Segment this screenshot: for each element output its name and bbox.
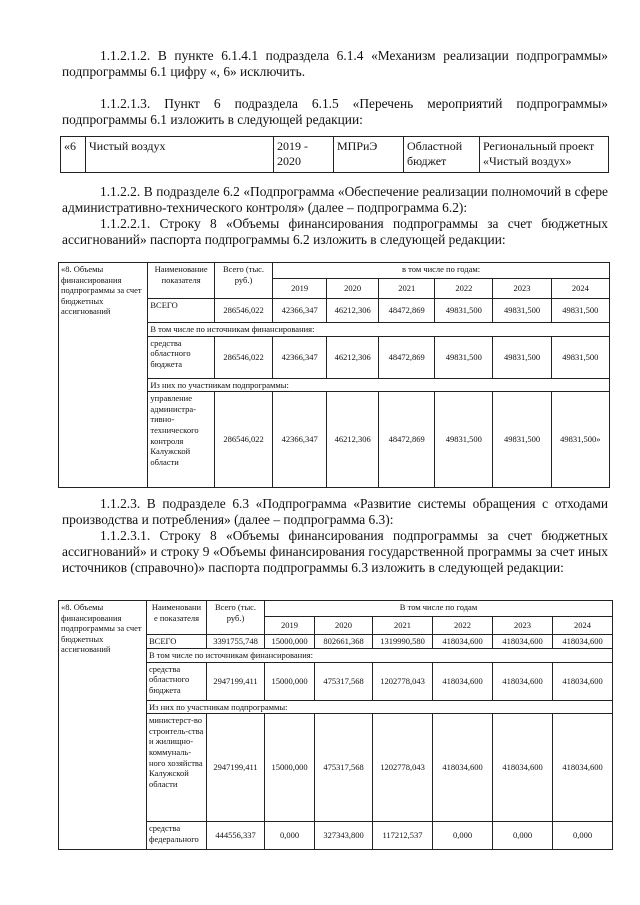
row-value: 802661,368 bbox=[315, 635, 373, 649]
paragraph-2: 1.1.2.1.3. Пункт 6 подраздела 6.1.5 «Перечень мероприятий подпрограммы» подпрограммы 6.1 изложить в следующей редакции: bbox=[62, 96, 608, 127]
row-value: 49831,500 bbox=[551, 299, 609, 323]
cell-source: Областной бюджет bbox=[404, 137, 480, 173]
paragraph-5: 1.1.2.3. В подразделе 6.3 «Подпрограмма «Развитие системы обращения с отходами производства и потребления» (далее – подпрограмма 6.3): bbox=[62, 496, 608, 527]
row-name: ВСЕГО bbox=[147, 635, 207, 649]
table-row bbox=[59, 601, 613, 617]
paragraph-3: 1.1.2.2. В подразделе 6.2 «Подпрограмма «Обеспечение реализации полномочий в сфере административно-технического контроля» (далее – подпрограмма 6.2): bbox=[62, 184, 608, 215]
cell-label: «8. Объемы финансирования подпрограммы за счет бюджетных ассигнований bbox=[59, 263, 148, 488]
paragraph-4: 1.1.2.2.1. Строку 8 «Объемы финансирования подпрограммы за счет бюджетных ассигнований» паспорта подпрограммы 6.2 изложить в следующей редакции: bbox=[62, 216, 608, 247]
row-total: 286546,022 bbox=[214, 299, 272, 323]
row-value: 42366,347 bbox=[273, 392, 327, 488]
year-header: 2019 bbox=[273, 279, 327, 299]
year-header: 2023 bbox=[493, 617, 553, 635]
row-value: 1202778,043 bbox=[373, 662, 433, 700]
row-name: средства областного бюджета bbox=[147, 662, 207, 700]
year-header: 2024 bbox=[551, 279, 609, 299]
table-row bbox=[59, 263, 610, 279]
col-header-years: в том числе по годам: bbox=[273, 263, 610, 279]
year-header: 2021 bbox=[379, 279, 435, 299]
col-header-name: Наименовани е показателя bbox=[147, 601, 207, 635]
cell-name: Чистый воздух bbox=[86, 137, 274, 173]
row-value: 15000,000 bbox=[265, 635, 315, 649]
row-total: 444556,337 bbox=[207, 822, 265, 850]
row-name: министерст-во строитель-ства и жилищно-коммуналь-ного хозяйства Калужской области bbox=[147, 714, 207, 822]
row-value: 42366,347 bbox=[273, 299, 327, 323]
row-value: 0,000 bbox=[433, 822, 493, 850]
row-value: 475317,568 bbox=[315, 714, 373, 822]
section-participants: Из них по участникам подпрограммы: bbox=[148, 378, 610, 392]
section-sources: В том числе по источникам финансирования: bbox=[147, 649, 613, 663]
col-header-total: Всего (тыс. руб.) bbox=[214, 263, 272, 299]
row-value: 49831,500 bbox=[493, 299, 551, 323]
table-subprogram-6-2 bbox=[58, 262, 610, 488]
row-value: 1319990,580 bbox=[373, 635, 433, 649]
row-value: 418034,600 bbox=[433, 635, 493, 649]
row-value: 46212,306 bbox=[327, 336, 379, 378]
row-name: ВСЕГО bbox=[148, 299, 215, 323]
row-value: 418034,600 bbox=[493, 635, 553, 649]
row-name: управление администра-тивно-технического контроля Калужской области bbox=[148, 392, 215, 488]
cell-exec: МПРиЭ bbox=[334, 137, 404, 173]
year-header: 2021 bbox=[373, 617, 433, 635]
cell-num: «6 bbox=[61, 137, 86, 173]
row-value: 49831,500 bbox=[493, 336, 551, 378]
row-value: 48472,869 bbox=[379, 392, 435, 488]
row-value: 418034,600 bbox=[433, 662, 493, 700]
row-value: 117212,537 bbox=[373, 822, 433, 850]
cell-project: Региональный проект «Чистый воздух» bbox=[480, 137, 609, 173]
row-value: 49831,500 bbox=[551, 336, 609, 378]
section-sources: В том числе по источникам финансирования: bbox=[148, 323, 610, 337]
year-header: 2022 bbox=[435, 279, 493, 299]
row-value: 0,000 bbox=[553, 822, 613, 850]
year-header: 2020 bbox=[327, 279, 379, 299]
row-value: 418034,600 bbox=[433, 714, 493, 822]
cell-label: «8. Объемы финансирования подпрограммы за счет бюджетных ассигнований bbox=[59, 601, 147, 850]
row-value: 48472,869 bbox=[379, 299, 435, 323]
col-header-years: В том числе по годам bbox=[265, 601, 613, 617]
year-header: 2024 bbox=[553, 617, 613, 635]
row-value: 49831,500 bbox=[435, 336, 493, 378]
paragraph-6: 1.1.2.3.1. Строку 8 «Объемы финансирования подпрограммы за счет бюджетных ассигнований» и строку 9 «Объемы финансирования государственной программы за счет иных источников (справочно)» паспорта подпрограммы 6.3 изложить в следующей редакции: bbox=[62, 528, 608, 575]
row-value: 49831,500» bbox=[551, 392, 609, 488]
year-header: 2022 bbox=[433, 617, 493, 635]
row-value: 49831,500 bbox=[435, 299, 493, 323]
row-total: 3391755,748 bbox=[207, 635, 265, 649]
row-value: 418034,600 bbox=[493, 714, 553, 822]
cell-period: 2019 - 2020 bbox=[274, 137, 334, 173]
section-participants: Из них по участникам подпрограммы: bbox=[147, 700, 613, 714]
row-value: 42366,347 bbox=[273, 336, 327, 378]
year-header: 2023 bbox=[493, 279, 551, 299]
table-measure-6 bbox=[60, 136, 609, 173]
row-value: 327343,800 bbox=[315, 822, 373, 850]
row-value: 418034,600 bbox=[553, 714, 613, 822]
row-value: 49831,500 bbox=[493, 392, 551, 488]
col-header-total: Всего (тыс. руб.) bbox=[207, 601, 265, 635]
row-value: 418034,600 bbox=[553, 635, 613, 649]
row-name: средства федерального bbox=[147, 822, 207, 850]
col-header-name: Наименование показателя bbox=[148, 263, 215, 299]
row-value: 0,000 bbox=[265, 822, 315, 850]
paragraph-1: 1.1.2.1.2. В пункте 6.1.4.1 подраздела 6.1.4 «Механизм реализации подпрограммы» подпрограммы 6.1 цифру «, 6» исключить. bbox=[62, 48, 608, 79]
row-value: 1202778,043 bbox=[373, 714, 433, 822]
year-header: 2019 bbox=[265, 617, 315, 635]
row-value: 0,000 bbox=[493, 822, 553, 850]
row-value: 15000,000 bbox=[265, 714, 315, 822]
row-total: 2947199,411 bbox=[207, 662, 265, 700]
row-value: 46212,306 bbox=[327, 392, 379, 488]
table-row bbox=[61, 137, 609, 173]
row-total: 286546,022 bbox=[214, 392, 272, 488]
row-name: средства областного бюджета bbox=[148, 336, 215, 378]
year-header: 2020 bbox=[315, 617, 373, 635]
row-value: 49831,500 bbox=[435, 392, 493, 488]
row-value: 418034,600 bbox=[493, 662, 553, 700]
row-total: 286546,022 bbox=[214, 336, 272, 378]
row-value: 475317,568 bbox=[315, 662, 373, 700]
row-value: 15000,000 bbox=[265, 662, 315, 700]
row-value: 46212,306 bbox=[327, 299, 379, 323]
row-value: 418034,600 bbox=[553, 662, 613, 700]
row-value: 48472,869 bbox=[379, 336, 435, 378]
table-subprogram-6-3 bbox=[58, 600, 613, 850]
row-total: 2947199,411 bbox=[207, 714, 265, 822]
